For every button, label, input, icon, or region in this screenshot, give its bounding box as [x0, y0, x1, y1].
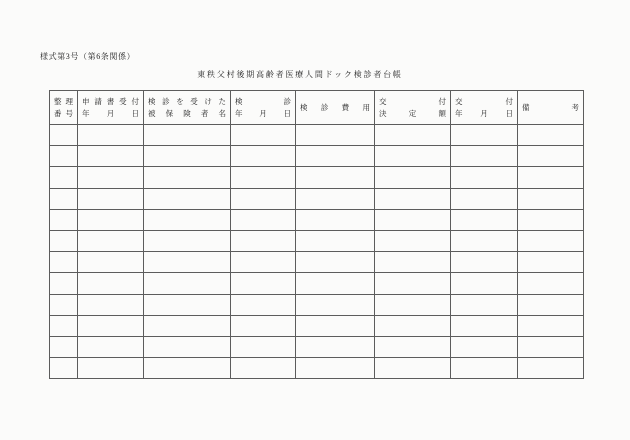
- cell-kenshin-nengappi: [231, 209, 296, 230]
- column-header-kofu-nengappi: 交 付 年 月 日: [451, 91, 518, 125]
- cell-kenshin-hiyo: [296, 230, 375, 251]
- table-row: [50, 167, 584, 188]
- cell-shinseisho-uketsuke: [78, 294, 144, 315]
- cell-hihokensha-mei: [144, 230, 231, 251]
- column-header-kenshin-nengappi: 検 診 年 月 日: [231, 91, 296, 125]
- table-row: [50, 209, 584, 230]
- cell-shinseisho-uketsuke: [78, 315, 144, 336]
- cell-shinseisho-uketsuke: [78, 188, 144, 209]
- cell-seiri-bango: [50, 273, 78, 294]
- cell-seiri-bango: [50, 358, 78, 379]
- cell-kofu-ketteigaku: [375, 146, 451, 167]
- cell-shinseisho-uketsuke: [78, 125, 144, 146]
- cell-kofu-nengappi: [451, 167, 518, 188]
- cell-kofu-ketteigaku: [375, 294, 451, 315]
- ledger-table: [49, 90, 584, 379]
- cell-kenshin-hiyo: [296, 336, 375, 357]
- cell-kofu-ketteigaku: [375, 273, 451, 294]
- cell-kenshin-hiyo: [296, 146, 375, 167]
- table-row: [50, 188, 584, 209]
- cell-kofu-ketteigaku: [375, 252, 451, 273]
- cell-kenshin-hiyo: [296, 167, 375, 188]
- cell-kenshin-nengappi: [231, 358, 296, 379]
- cell-kenshin-hiyo: [296, 188, 375, 209]
- cell-biko: [518, 273, 584, 294]
- cell-hihokensha-mei: [144, 315, 231, 336]
- cell-seiri-bango: [50, 252, 78, 273]
- cell-kofu-nengappi: [451, 146, 518, 167]
- cell-seiri-bango: [50, 188, 78, 209]
- cell-kofu-nengappi: [451, 230, 518, 251]
- cell-seiri-bango: [50, 336, 78, 357]
- cell-shinseisho-uketsuke: [78, 230, 144, 251]
- cell-kenshin-nengappi: [231, 273, 296, 294]
- cell-kofu-nengappi: [451, 273, 518, 294]
- cell-biko: [518, 188, 584, 209]
- cell-kofu-nengappi: [451, 358, 518, 379]
- page-title: 東秩父村後期高齢者医療人間ドック検診者台帳: [197, 70, 403, 79]
- cell-biko: [518, 336, 584, 357]
- column-header-kenshin-hiyo: 検 診 費 用: [296, 91, 375, 125]
- cell-seiri-bango: [50, 209, 78, 230]
- cell-kenshin-nengappi: [231, 146, 296, 167]
- table-row: [50, 294, 584, 315]
- cell-kofu-ketteigaku: [375, 230, 451, 251]
- cell-kenshin-nengappi: [231, 315, 296, 336]
- cell-hihokensha-mei: [144, 125, 231, 146]
- cell-seiri-bango: [50, 167, 78, 188]
- cell-kenshin-nengappi: [231, 294, 296, 315]
- cell-biko: [518, 358, 584, 379]
- cell-hihokensha-mei: [144, 294, 231, 315]
- cell-hihokensha-mei: [144, 167, 231, 188]
- cell-kofu-ketteigaku: [375, 315, 451, 336]
- table-row: [50, 336, 584, 357]
- cell-kenshin-hiyo: [296, 125, 375, 146]
- cell-seiri-bango: [50, 230, 78, 251]
- cell-shinseisho-uketsuke: [78, 358, 144, 379]
- cell-kofu-nengappi: [451, 209, 518, 230]
- cell-kenshin-nengappi: [231, 188, 296, 209]
- cell-kofu-nengappi: [451, 336, 518, 357]
- cell-kenshin-nengappi: [231, 336, 296, 357]
- cell-seiri-bango: [50, 146, 78, 167]
- cell-shinseisho-uketsuke: [78, 146, 144, 167]
- table-row: [50, 230, 584, 251]
- cell-hihokensha-mei: [144, 146, 231, 167]
- cell-hihokensha-mei: [144, 336, 231, 357]
- cell-kenshin-nengappi: [231, 230, 296, 251]
- cell-shinseisho-uketsuke: [78, 167, 144, 188]
- cell-seiri-bango: [50, 315, 78, 336]
- cell-biko: [518, 230, 584, 251]
- cell-kenshin-nengappi: [231, 252, 296, 273]
- cell-kofu-ketteigaku: [375, 125, 451, 146]
- cell-biko: [518, 167, 584, 188]
- header-row: [50, 91, 584, 125]
- column-header-shinseisho-uketsuke: 申 請 書 受 付 年 月 日: [78, 91, 144, 125]
- cell-hihokensha-mei: [144, 273, 231, 294]
- cell-shinseisho-uketsuke: [78, 336, 144, 357]
- column-header-biko: 備 考: [518, 91, 584, 125]
- cell-kofu-ketteigaku: [375, 358, 451, 379]
- table-row: [50, 273, 584, 294]
- cell-biko: [518, 315, 584, 336]
- cell-kenshin-hiyo: [296, 294, 375, 315]
- cell-kofu-nengappi: [451, 294, 518, 315]
- cell-hihokensha-mei: [144, 358, 231, 379]
- cell-kenshin-nengappi: [231, 125, 296, 146]
- column-header-seiri-bango: 整 理 番 号: [50, 91, 78, 125]
- table-row: [50, 315, 584, 336]
- cell-biko: [518, 125, 584, 146]
- cell-kofu-ketteigaku: [375, 167, 451, 188]
- cell-shinseisho-uketsuke: [78, 273, 144, 294]
- cell-shinseisho-uketsuke: [78, 252, 144, 273]
- cell-seiri-bango: [50, 294, 78, 315]
- cell-kenshin-hiyo: [296, 252, 375, 273]
- cell-kenshin-nengappi: [231, 167, 296, 188]
- cell-biko: [518, 294, 584, 315]
- cell-kenshin-hiyo: [296, 209, 375, 230]
- cell-seiri-bango: [50, 125, 78, 146]
- column-header-hihokensha-mei: 検 診 を 受 け た 被 保 険 者 名: [144, 91, 231, 125]
- cell-kofu-nengappi: [451, 252, 518, 273]
- cell-kofu-ketteigaku: [375, 336, 451, 357]
- table-row: [50, 252, 584, 273]
- cell-kofu-nengappi: [451, 188, 518, 209]
- cell-kofu-nengappi: [451, 125, 518, 146]
- cell-kenshin-hiyo: [296, 358, 375, 379]
- cell-biko: [518, 252, 584, 273]
- cell-biko: [518, 209, 584, 230]
- cell-biko: [518, 146, 584, 167]
- cell-kofu-nengappi: [451, 315, 518, 336]
- cell-shinseisho-uketsuke: [78, 209, 144, 230]
- cell-hihokensha-mei: [144, 209, 231, 230]
- table-row: [50, 146, 584, 167]
- form-number-label: 様式第3号（第6条関係）: [40, 52, 136, 61]
- cell-hihokensha-mei: [144, 188, 231, 209]
- column-header-kofu-ketteigaku: 交 付 決 定 額: [375, 91, 451, 125]
- cell-hihokensha-mei: [144, 252, 231, 273]
- cell-kenshin-hiyo: [296, 315, 375, 336]
- cell-kenshin-hiyo: [296, 273, 375, 294]
- table-row: [50, 125, 584, 146]
- table-row: [50, 358, 584, 379]
- cell-kofu-ketteigaku: [375, 209, 451, 230]
- cell-kofu-ketteigaku: [375, 188, 451, 209]
